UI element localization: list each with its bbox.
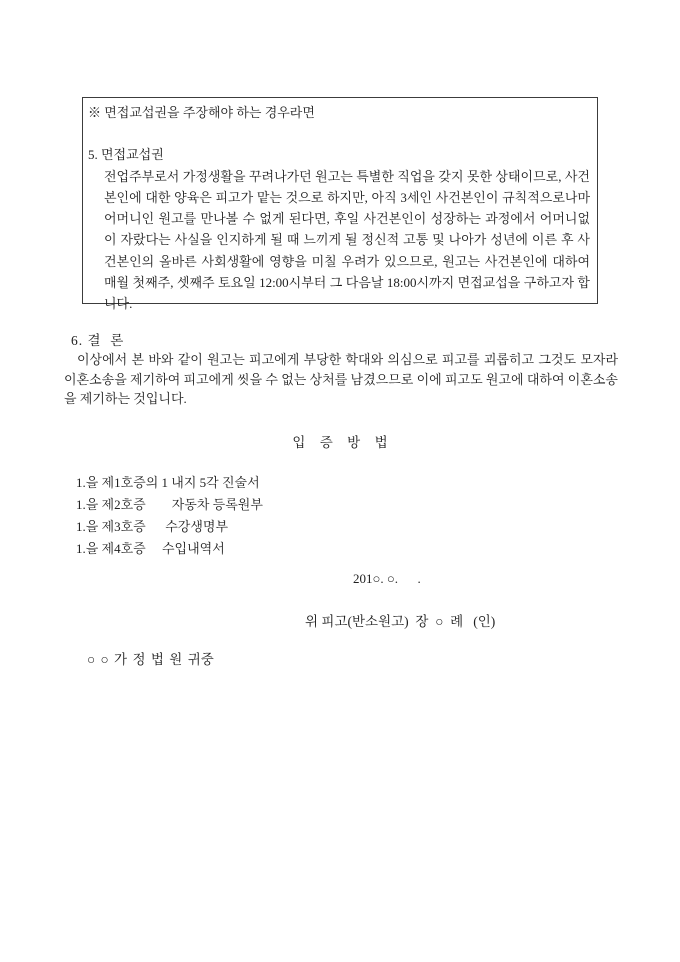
evidence-item-1: 1.을 제1호증의 1 내지 5각 진술서 [76, 475, 260, 490]
evidence-item-2: 1.을 제2호증 자동차 등록원부 [76, 497, 263, 512]
evidence-method-title: 입 증 방 법 [292, 435, 388, 450]
evidence-list [76, 472, 263, 560]
document-date: 201○. ○. . [353, 571, 421, 586]
note-box-header: ※ 면접교섭권을 주장해야 하는 경우라면 [88, 105, 315, 120]
court-address-line: ○ ○ 가 정 법 원 귀중 [87, 652, 214, 667]
evidence-item-3: 1.을 제3호증 수강생명부 [76, 519, 229, 534]
section-5-title: 5. 면접교섭권 [88, 147, 164, 163]
section-5-body: 전업주부로서 가정생활을 꾸려나가던 원고는 특별한 직업을 갖지 못한 상태이므로, 사건본인에 대한 양육은 피고가 맡는 것으로 하지만, 아직 3세인 사건본인이 규칙적으로나마 어머니인 원고를 만나볼 수 없게 된다면, 후일 사건본인이 성장하는 과정에서 어머니없이 자랐다는 사실을 인지하게 될 때 느끼게 될 정신적 고통 및 나아가 성년에 이른 후 사건본인의 올바른 사회생활에 영향을 미칠 우려가 있으므로, 원고는 사건본인에 대하여 매월 첫째주, 셋째주 토요일 12:00시부터 그 다음날 18:00시까지 면접교섭을 구하고자 합니다. [104, 168, 590, 312]
evidence-item-4: 1.을 제4호증 수입내역서 [76, 541, 225, 556]
visitation-rights-note-box [82, 97, 598, 312]
signature-line: 위 피고(반소원고) 장 ○ 례 (인) [305, 614, 496, 629]
section-6-conclusion-body: 이상에서 본 바와 같이 원고는 피고에게 부당한 학대와 의심으로 피고를 괴롭히고 그것도 모자라 이혼소송을 제기하여 피고에게 씻을 수 없는 상처를 남겼으므로 이에 피고도 원고에 대하여 이혼소송을 제기하는 것입니다. [64, 352, 618, 407]
section-6-conclusion-title: 6. 결 론 [71, 333, 125, 348]
